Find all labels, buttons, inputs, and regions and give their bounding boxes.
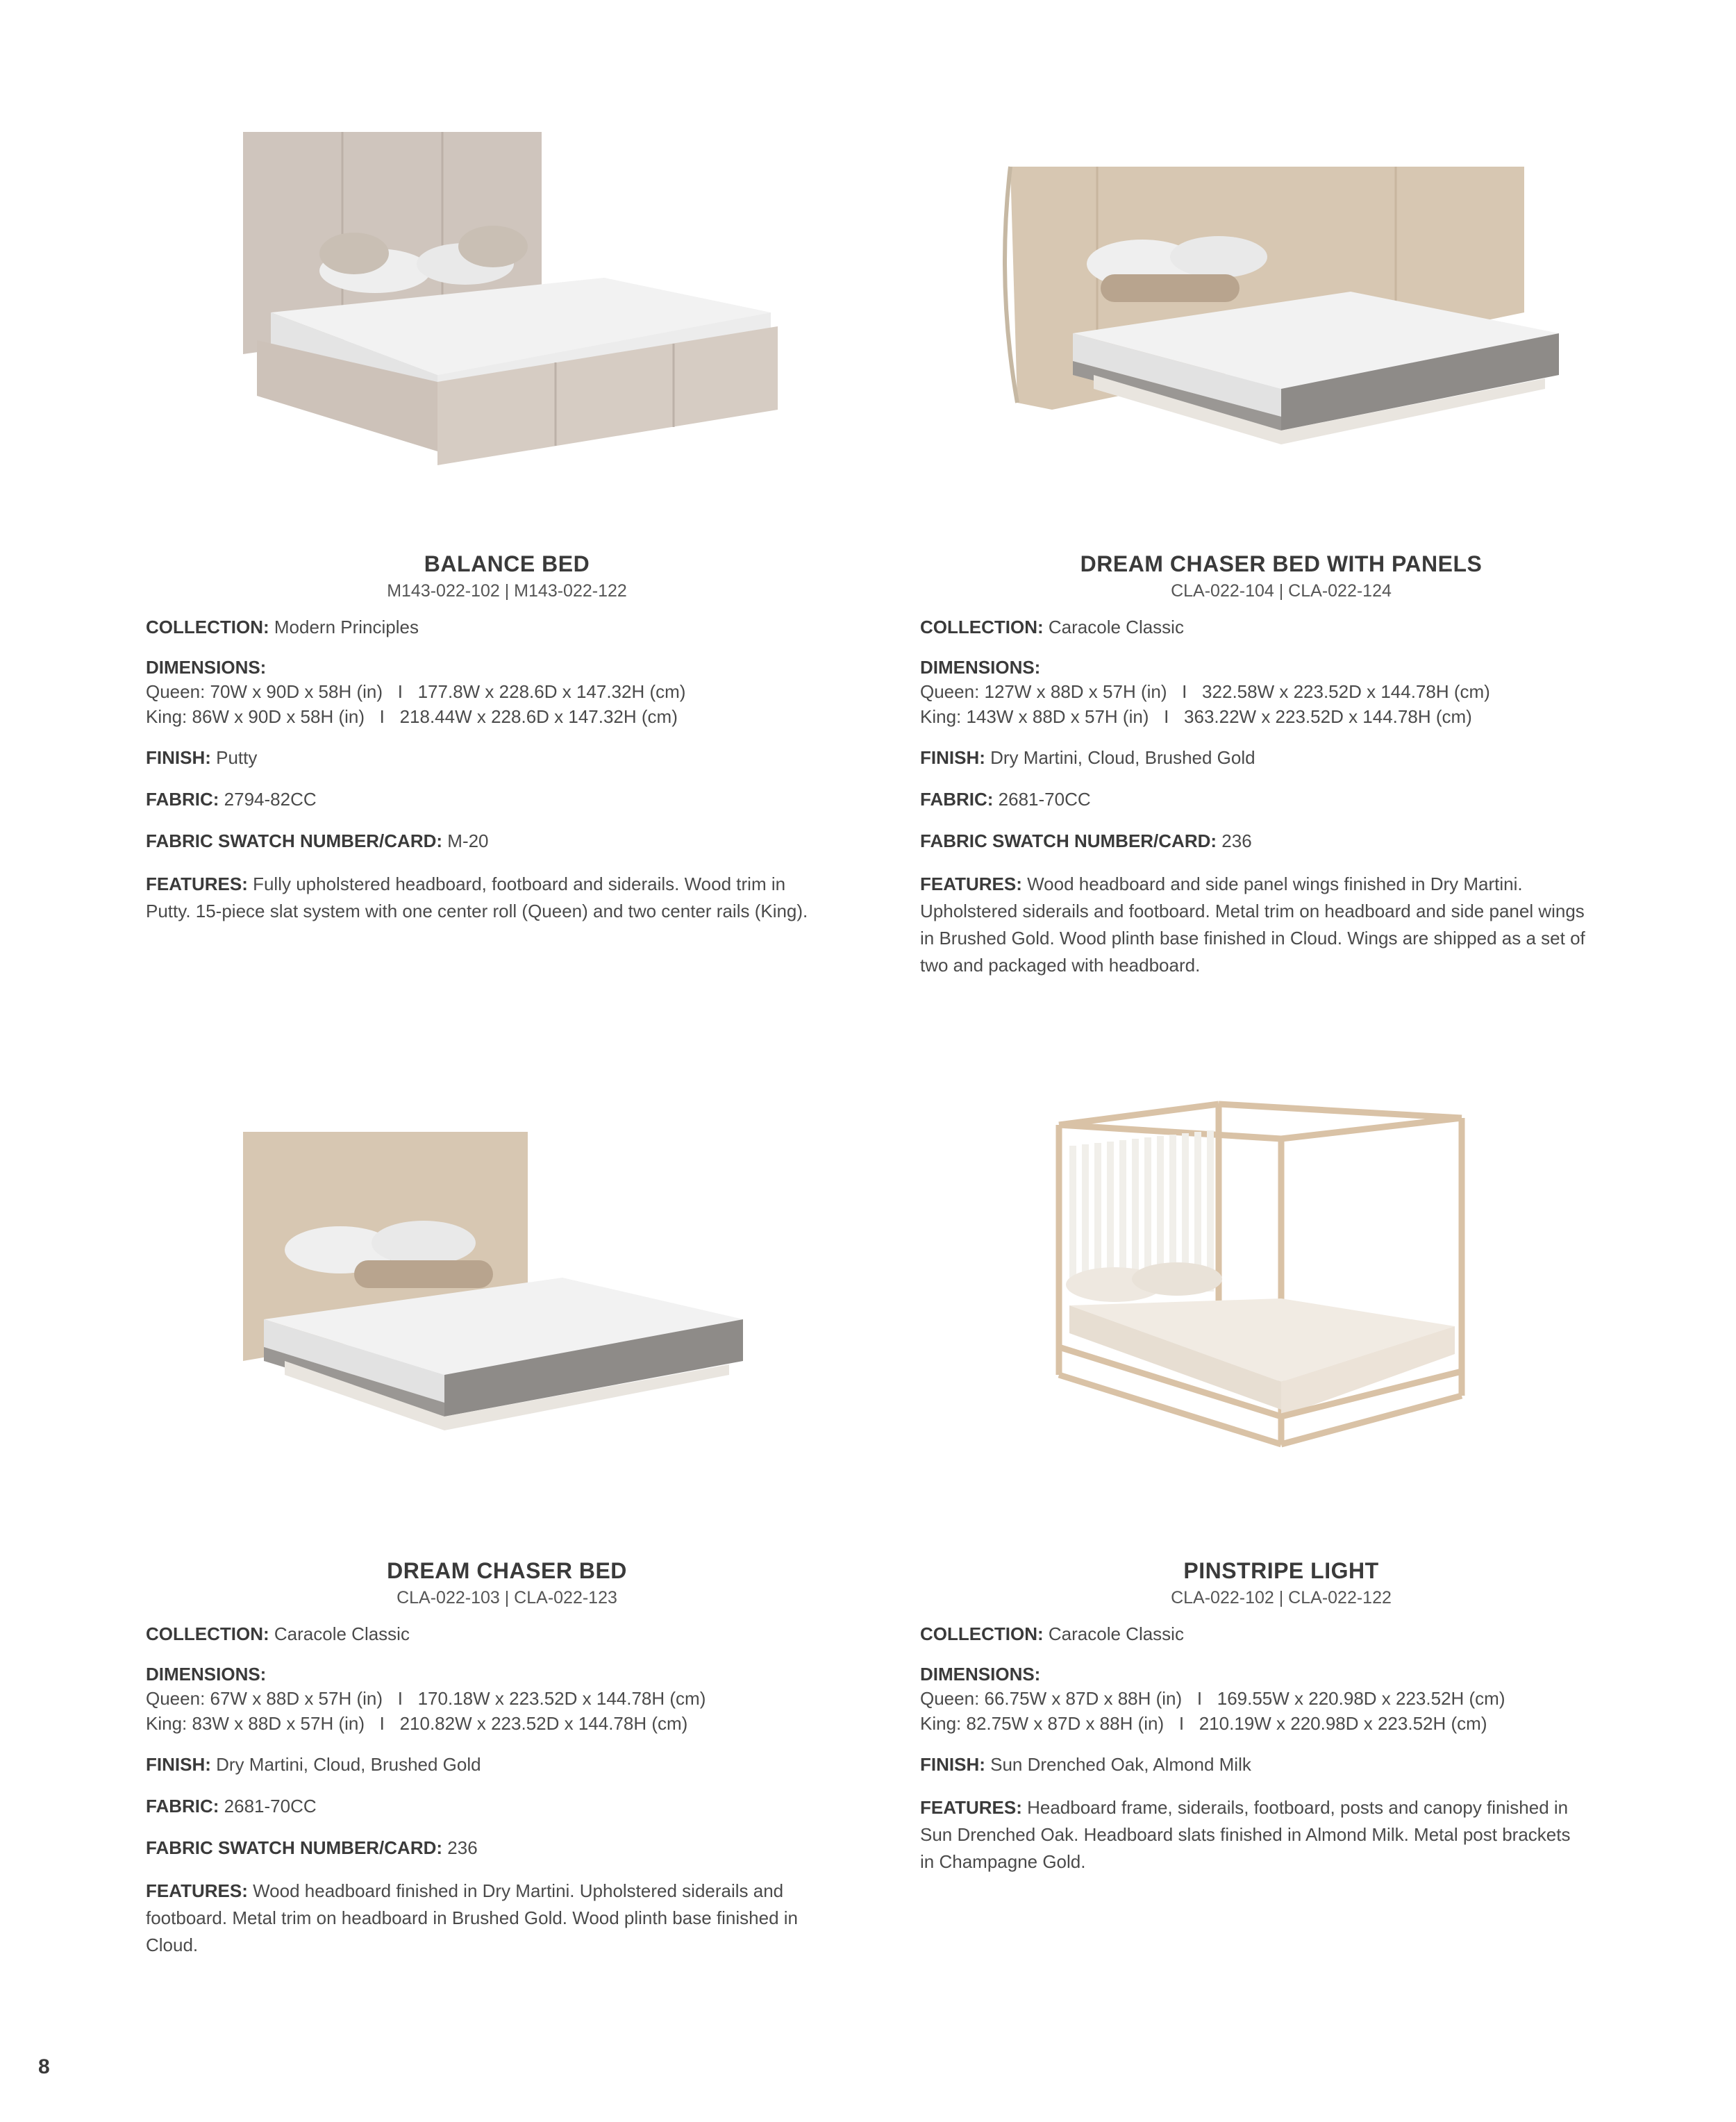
bed-illustration [920, 104, 1642, 465]
fabric-row [146, 1793, 868, 1819]
collection-row [146, 614, 868, 640]
swatch-row [146, 1835, 868, 1861]
dimensions-queen: Queen: 127W x 88D x 57H (in) I 322.58W x 223.52D x 144.78H (cm) [920, 681, 1490, 702]
product-title: DREAM CHASER BED WITH PANELS [1080, 551, 1483, 576]
finish-label: FINISH: [920, 1754, 985, 1775]
collection-row [920, 1621, 1642, 1647]
collection-value: Caracole Classic [1048, 617, 1184, 637]
dimensions-king: King: 82.75W x 87D x 88H (in) I 210.19W x 220.98D x 223.52H (cm) [920, 1713, 1487, 1734]
collection-value: Caracole Classic [1048, 1623, 1184, 1644]
product-skus: CLA-022-104 | CLA-022-124 [1171, 581, 1392, 601]
features-row [146, 1878, 812, 1959]
collection-label: COLLECTION: [920, 1623, 1044, 1644]
features-row [920, 871, 1594, 979]
features-value: Wood headboard and side panel wings finished in Dry Martini. Upholstered siderails and footboard. Metal trim on headboard and side panel wings in Brushed Gold. Wood plinth base finished in Cloud. Wings are shipped as a set of two and packaged with headboard. [920, 874, 1585, 976]
finish-row [920, 744, 1642, 771]
features-label: FEATURES: [146, 874, 248, 894]
fabric-row [920, 786, 1642, 812]
finish-row [146, 1751, 868, 1778]
fabric-label: FABRIC: [146, 789, 219, 810]
finish-value: Dry Martini, Cloud, Brushed Gold [216, 1754, 481, 1775]
fabric-row [146, 786, 868, 812]
finish-value: Dry Martini, Cloud, Brushed Gold [990, 747, 1255, 768]
product-image-dream-chaser-panels [920, 104, 1642, 465]
product-image-pinstripe-light [920, 1097, 1642, 1472]
collection-value: Modern Principles [274, 617, 419, 637]
collection-label: COLLECTION: [146, 617, 269, 637]
finish-label: FINISH: [146, 747, 211, 768]
dimensions-queen: Queen: 70W x 90D x 58H (in) I 177.8W x 228.6D x 147.32H (cm) [146, 681, 686, 702]
dimensions-label: DIMENSIONS: [146, 657, 267, 678]
features-row [920, 1794, 1587, 1875]
features-value: Fully upholstered headboard, footboard and siderails. Wood trim in Putty. 15-piece slat system with one center roll (Queen) and two center rails (King). [146, 874, 808, 921]
collection-label: COLLECTION: [920, 617, 1044, 637]
fabric-value: 2681-70CC [998, 789, 1091, 810]
bed-illustration [920, 1097, 1642, 1472]
product-title: BALANCE BED [424, 551, 590, 576]
swatch-label: FABRIC SWATCH NUMBER/CARD: [146, 830, 443, 851]
page-number: 8 [38, 2055, 50, 2078]
dimensions-queen: Queen: 66.75W x 87D x 88H (in) I 169.55W x 220.98D x 223.52H (cm) [920, 1688, 1505, 1709]
features-label: FEATURES: [920, 1797, 1022, 1818]
swatch-label: FABRIC SWATCH NUMBER/CARD: [920, 830, 1217, 851]
product-skus: CLA-022-103 | CLA-022-123 [397, 1588, 617, 1607]
product-skus: M143-022-102 | M143-022-122 [387, 581, 627, 601]
dimensions-queen: Queen: 67W x 88D x 57H (in) I 170.18W x 223.52D x 144.78H (cm) [146, 1688, 706, 1709]
finish-label: FINISH: [146, 1754, 211, 1775]
collection-row [920, 614, 1642, 640]
features-label: FEATURES: [146, 1880, 248, 1901]
fabric-value: 2681-70CC [224, 1796, 317, 1816]
fabric-label: FABRIC: [146, 1796, 219, 1816]
features-row [146, 871, 833, 925]
features-value: Wood headboard finished in Dry Martini. Upholstered siderails and footboard. Metal trim on headboard in Brushed Gold. Wood plinth base finished in Cloud. [146, 1880, 798, 1955]
swatch-value: M-20 [447, 830, 489, 851]
finish-row [920, 1751, 1642, 1778]
dimensions-king: King: 86W x 90D x 58H (in) I 218.44W x 228.6D x 147.32H (cm) [146, 706, 678, 727]
product-info [920, 1557, 1642, 1875]
finish-value: Sun Drenched Oak, Almond Milk [990, 1754, 1251, 1775]
finish-value: Putty [216, 747, 258, 768]
product-image-dream-chaser-bed [146, 1097, 868, 1472]
finish-label: FINISH: [920, 747, 985, 768]
collection-value: Caracole Classic [274, 1623, 410, 1644]
dimensions-king: King: 83W x 88D x 57H (in) I 210.82W x 223.52D x 144.78H (cm) [146, 1713, 688, 1734]
dimensions-king: King: 143W x 88D x 57H (in) I 363.22W x 223.52D x 144.78H (cm) [920, 706, 1472, 727]
bed-illustration [146, 104, 868, 465]
finish-row [146, 744, 868, 771]
dimensions-label: DIMENSIONS: [920, 1664, 1041, 1685]
dimensions-label: DIMENSIONS: [920, 657, 1041, 678]
fabric-label: FABRIC: [920, 789, 994, 810]
features-label: FEATURES: [920, 874, 1022, 894]
swatch-row [920, 828, 1642, 854]
product-info [146, 550, 868, 925]
swatch-label: FABRIC SWATCH NUMBER/CARD: [146, 1837, 443, 1858]
swatch-value: 236 [447, 1837, 478, 1858]
dimensions-label: DIMENSIONS: [146, 1664, 267, 1685]
swatch-value: 236 [1221, 830, 1252, 851]
swatch-row [146, 828, 868, 854]
collection-label: COLLECTION: [146, 1623, 269, 1644]
product-image-balance-bed [146, 104, 868, 465]
product-info [146, 1557, 868, 1959]
fabric-value: 2794-82CC [224, 789, 317, 810]
product-skus: CLA-022-102 | CLA-022-122 [1171, 1588, 1392, 1607]
collection-row [146, 1621, 868, 1647]
product-info [920, 550, 1642, 979]
bed-illustration [146, 1097, 868, 1472]
product-title: PINSTRIPE LIGHT [1183, 1558, 1379, 1583]
product-title: DREAM CHASER BED [387, 1558, 627, 1583]
features-value: Headboard frame, siderails, footboard, posts and canopy finished in Sun Drenched Oak. Headboard slats finished in Almond Milk. Metal post brackets in Champagne Gold. [920, 1797, 1571, 1872]
